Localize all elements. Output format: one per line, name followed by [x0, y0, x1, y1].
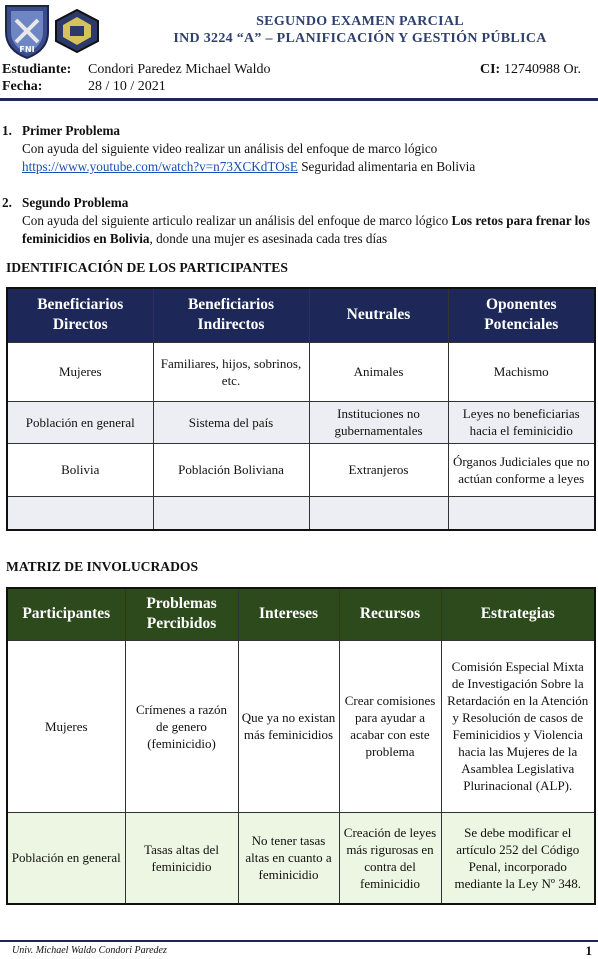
- column-header: Neutrales: [309, 288, 448, 342]
- table-cell: Tasas altas del feminicidio: [125, 812, 238, 904]
- table-cell: Crímenes a razón de genero (feminicidio): [125, 640, 238, 812]
- table-cell: Bolivia: [7, 443, 153, 496]
- footer-author: Univ. Michael Waldo Condori Paredez: [12, 945, 167, 956]
- course-title: IND 3224 “A” – PLANIFICACIÓN Y GESTIÓN PÚBLICA: [173, 31, 547, 46]
- problem-number: 1.: [2, 123, 12, 138]
- table-cell: Órganos Judiciales que no actúan conforme a leyes: [448, 443, 595, 496]
- student-label: Estudiante:: [2, 62, 72, 77]
- video-link[interactable]: https://www.youtube.com/watch?v=n73XCKdTOsE: [22, 159, 298, 174]
- table-cell: Leyes no beneficiarias hacia el feminicidio: [448, 401, 595, 443]
- table-cell: [7, 496, 153, 530]
- table-cell: Extranjeros: [309, 443, 448, 496]
- page-header: [0, 0, 598, 60]
- column-header: Intereses: [238, 588, 339, 640]
- table-cell: Animales: [309, 342, 448, 401]
- section-participants-title: IDENTIFICACIÓN DE LOS PARTICIPANTES: [6, 260, 288, 275]
- table-cell: Instituciones no gubernamentales: [309, 401, 448, 443]
- table-cell: Población Boliviana: [153, 443, 309, 496]
- table-cell: Se debe modificar el artículo 252 del Código Penal, incorporado mediante la Ley Nº 348.: [441, 812, 595, 904]
- date-label: Fecha:: [2, 79, 43, 94]
- column-header: Beneficiarios Indirectos: [153, 288, 309, 342]
- problem-text: Con ayuda del siguiente video realizar un análisis del enfoque de marco lógico: [22, 141, 438, 156]
- problem-text: Con ayuda del siguiente articulo realizar un análisis del enfoque de marco lógico: [22, 213, 452, 228]
- column-header: Estrategias: [441, 588, 595, 640]
- table-row: [7, 401, 595, 443]
- table-row: [7, 443, 595, 496]
- section-matrix-title: MATRIZ DE INVOLUCRADOS: [6, 559, 199, 574]
- table-cell: Machismo: [448, 342, 595, 401]
- page-number: 1: [585, 943, 592, 958]
- shield-logo-icon: [2, 2, 52, 60]
- student-name: Condori Paredez Michael Waldo: [88, 62, 271, 77]
- student-info: [2, 60, 598, 100]
- exam-title: SEGUNDO EXAMEN PARCIAL: [256, 14, 464, 29]
- column-header: Problemas Percibidos: [125, 588, 238, 640]
- table-cell: Que ya no existan más feminicidios: [238, 640, 339, 812]
- problem-number: 2.: [2, 195, 12, 210]
- problem-title: Primer Problema: [22, 123, 121, 138]
- table-cell: [309, 496, 448, 530]
- column-header: Oponentes Potenciales: [448, 288, 595, 342]
- table-cell: Creación de leyes más rigurosas en contra del feminicidio: [339, 812, 441, 904]
- table-cell: Crear comisiones para ayudar a acabar con este problema: [339, 640, 441, 812]
- header-rule: [0, 98, 598, 101]
- table-cell: Mujeres: [7, 342, 153, 401]
- problem-text-after: , donde una mujer es asesinada cada tres días: [149, 231, 388, 246]
- table-cell: [153, 496, 309, 530]
- ci-value: 12740988 Or.: [504, 62, 581, 77]
- table-row: [7, 342, 595, 401]
- logo-text: FNI: [19, 45, 35, 54]
- stakeholder-matrix-table: [6, 587, 596, 905]
- table-cell: Mujeres: [7, 640, 125, 812]
- participants-table: [6, 287, 596, 531]
- table-header-row: [7, 588, 595, 640]
- table-cell: Sistema del país: [153, 401, 309, 443]
- table-row: [7, 640, 595, 812]
- video-topic: Seguridad alimentaria en Bolivia: [297, 159, 476, 174]
- hexagon-logo-icon: [52, 8, 102, 54]
- table-cell: [448, 496, 595, 530]
- column-header: Beneficiarios Directos: [7, 288, 153, 342]
- ci-label: CI:: [480, 62, 501, 77]
- table-cell: Población en general: [7, 401, 153, 443]
- table-cell: Familiares, hijos, sobrinos, etc.: [153, 342, 309, 401]
- column-header: Recursos: [339, 588, 441, 640]
- table-row: [7, 812, 595, 904]
- article-title: Los retos para frenar los feminicidios en Bolivia: [22, 213, 591, 246]
- table-cell: Población en general: [7, 812, 125, 904]
- table-row: [7, 496, 595, 530]
- column-header: Participantes: [7, 588, 125, 640]
- footer-rule: [0, 940, 598, 942]
- problem-title: Segundo Problema: [22, 195, 129, 210]
- date-value: 28 / 10 / 2021: [88, 79, 166, 94]
- table-cell: No tener tasas altas en cuanto a feminicidio: [238, 812, 339, 904]
- table-cell: Comisión Especial Mixta de Investigación Sobre la Retardación en la Atención y Resolución de casos de Feminicidios y Violencia hacia las Mujeres de la Asamblea Legislativa Plurinacional (ALP).: [441, 640, 595, 812]
- table-header-row: [7, 288, 595, 342]
